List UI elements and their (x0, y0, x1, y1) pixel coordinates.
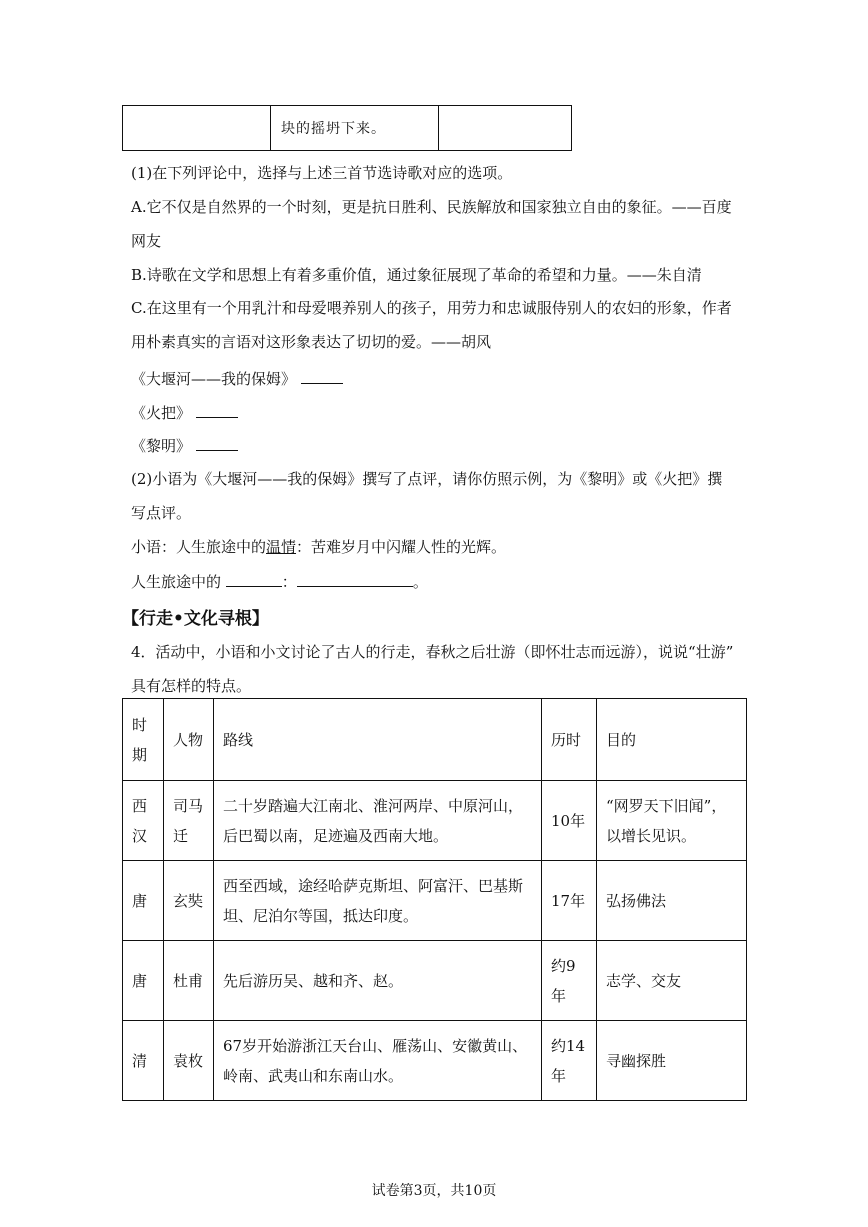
duration-cell: 约9年 (542, 941, 597, 1021)
option-a-line2: 网友 (131, 232, 162, 250)
poem1-blank[interactable] (301, 368, 343, 384)
fill-end: 。 (412, 573, 428, 591)
poem2-answer-line (131, 402, 238, 423)
route-cell: 先后游历吴、越和齐、赵。 (214, 941, 542, 1021)
option-c-line1: C.在这里有一个用乳汁和母爱喂养别人的孩子，用劳力和忠诚服侍别人的农妇的形象，作者 (131, 299, 732, 317)
option-a-line1: A.它不仅是自然界的一个时刻，更是抗日胜利、民族解放和国家独立自由的象征。——百度 (131, 198, 732, 216)
q4-line1: 4．活动中，小语和小文讨论了古人的行走，春秋之后壮游（即怀壮志而远游），说说“壮游” (131, 643, 734, 661)
fill-comment-line (131, 571, 428, 592)
travel-table (122, 698, 747, 1101)
purpose-cell: “网罗天下旧闻”，以增长见识。 (597, 781, 747, 861)
duration-cell: 17年 (542, 861, 597, 941)
fill-colon: ： (281, 573, 297, 591)
top-table-cell-middle: 块的摇坍下来。 (271, 106, 439, 151)
person-cell: 杜甫 (164, 941, 214, 1021)
top-table-fragment (122, 105, 572, 151)
option-c-line2: 用朴素真实的言语对这形象表达了切切的爱。——胡风 (131, 333, 492, 351)
example-prefix: 小语：人生旅途中的 (131, 538, 267, 556)
poem2-blank[interactable] (196, 402, 238, 418)
header-cell: 历时 (542, 699, 597, 781)
top-table-cell-empty-right (439, 106, 572, 151)
keyword-blank[interactable] (226, 571, 282, 587)
option-b: B.诗歌在文学和思想上有着多重价值，通过象征展现了革命的希望和力量。——朱自清 (131, 266, 702, 284)
period-cell: 清 (123, 1021, 164, 1101)
person-cell: 司马迁 (164, 781, 214, 861)
comment-blank[interactable] (297, 571, 413, 587)
table-row (123, 781, 747, 861)
poem1-title: 《大堰河——我的保姆》 (131, 370, 297, 388)
table-row (123, 861, 747, 941)
duration-cell: 约14年 (542, 1021, 597, 1101)
purpose-cell: 弘扬佛法 (597, 861, 747, 941)
period-cell: 西汉 (123, 781, 164, 861)
route-cell: 67岁开始游浙江天台山、雁荡山、安徽黄山、岭南、武夷山和东南山水。 (214, 1021, 542, 1101)
top-table-cell-empty-left (123, 106, 271, 151)
example-suffix: ：苦难岁月中闪耀人性的光辉。 (296, 538, 507, 556)
poem1-answer-line (131, 368, 343, 389)
q3-part2-line1: (2)小语为《大堰河——我的保姆》撰写了点评，请你仿照示例，为《黎明》或《火把》撰 (131, 470, 723, 488)
duration-cell: 10年 (542, 781, 597, 861)
q3-part2-line2: 写点评。 (131, 504, 192, 522)
q3-part1-prompt: (1)在下列评论中，选择与上述三首节选诗歌对应的选项。 (131, 164, 513, 182)
poem3-blank[interactable] (196, 435, 238, 451)
section-title: 【行走•文化寻根】 (122, 609, 269, 629)
person-cell: 玄奘 (164, 861, 214, 941)
fill-prefix: 人生旅途中的 (131, 573, 222, 591)
route-cell: 西至西域，途经哈萨克斯坦、阿富汗、巴基斯坦、尼泊尔等国，抵达印度。 (214, 861, 542, 941)
page-footer: 试卷第3页，共10页 (371, 1183, 497, 1199)
person-cell: 袁枚 (164, 1021, 214, 1101)
table-header-row (123, 699, 747, 781)
header-cell: 时期 (123, 699, 164, 781)
purpose-cell: 志学、交友 (597, 941, 747, 1021)
purpose-cell: 寻幽探胜 (597, 1021, 747, 1101)
example-keyword: 温情 (266, 538, 297, 556)
table-row (123, 941, 747, 1021)
header-cell: 人物 (164, 699, 214, 781)
period-cell: 唐 (123, 861, 164, 941)
poem3-answer-line (131, 435, 238, 456)
table-row (123, 1021, 747, 1101)
q4-line2: 具有怎样的特点。 (131, 677, 252, 695)
poem2-title: 《火把》 (131, 404, 192, 422)
example-comment (131, 537, 506, 557)
header-cell: 路线 (214, 699, 542, 781)
poem3-title: 《黎明》 (131, 437, 192, 455)
header-cell: 目的 (597, 699, 747, 781)
route-cell: 二十岁踏遍大江南北、淮河两岸、中原河山，后巴蜀以南，足迹遍及西南大地。 (214, 781, 542, 861)
period-cell: 唐 (123, 941, 164, 1021)
